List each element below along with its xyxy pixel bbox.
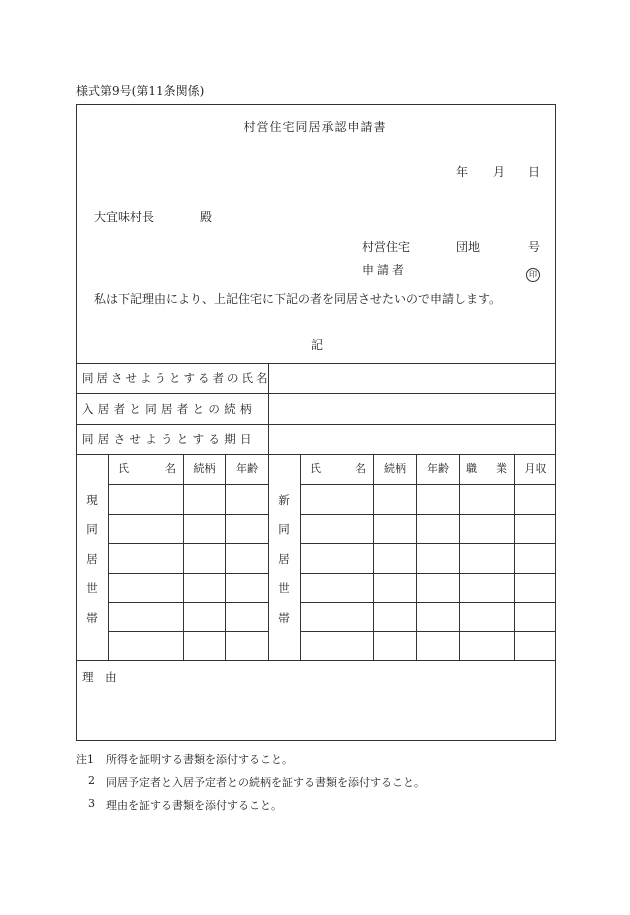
col-header-new-relation: 続柄 [384,462,406,475]
col-header-new-name-1: 氏 [310,462,321,475]
divider [108,602,268,603]
col-header-current-relation: 続柄 [193,462,216,475]
divider [183,454,184,660]
current-household-label-char: 居 [86,552,98,566]
row-label-cohabitant-name: 同居させようとする者の氏名 [82,371,271,385]
row-label-relation: 入居者と同居者との続柄 [82,402,256,416]
divider [300,543,556,544]
current-household-label-char: 帯 [86,611,98,625]
housing-label: 村営住宅 [362,240,411,254]
note-text: 所得を証明する書類を添付すること。 [106,753,293,766]
col-header-new-job-2: 業 [496,462,507,475]
seal-icon: 印 [526,262,540,282]
input-relation[interactable] [269,394,555,424]
note-text: 理由を証する書類を添付すること。 [106,799,282,812]
current-household-label-char: 世 [86,581,98,595]
input-period[interactable] [269,425,555,454]
addressee-honorific: 殿 [200,210,213,224]
col-header-current-age: 年齢 [236,462,258,475]
col-header-new-name-2: 名 [355,462,366,475]
col-header-current-name-1: 氏 [118,462,129,475]
divider [300,484,556,485]
note-number: 3 [88,797,95,810]
divider [416,454,417,660]
date-year-label: 年 [456,165,469,179]
divider [300,514,556,515]
current-household-label-char: 同 [86,522,98,536]
new-household-label-char: 帯 [278,611,290,625]
divider [373,454,374,660]
row-label-period: 同居させようとする期日 [82,432,256,446]
new-household-label-char: 新 [278,493,290,507]
col-header-current-name-2: 名 [165,462,176,475]
date-day-label: 日 [528,165,541,179]
divider [300,602,556,603]
divider [108,514,268,515]
input-cohabitant-name[interactable] [269,364,555,393]
divider [268,454,269,660]
divider [108,631,268,632]
reason-label: 理 由 [82,670,121,684]
col-header-new-age: 年齢 [427,462,449,475]
divider [108,573,268,574]
col-header-new-job-1: 職 [466,462,477,475]
new-household-label-char: 世 [278,581,290,595]
divider [76,454,556,455]
note-number: 2 [88,774,95,787]
date-month-label: 月 [493,165,506,179]
divider [300,631,556,632]
col-header-new-income: 月収 [524,462,547,475]
divider [76,660,556,661]
ki-label: 記 [311,338,324,352]
form-number: 様式第9号(第11条関係) [76,84,205,98]
divider [108,484,268,485]
divider [225,454,226,660]
applicant-label: 申請者 [362,263,408,277]
form-title: 村営住宅同居承認申請書 [243,120,387,134]
new-household-label-char: 同 [278,522,290,536]
divider [108,543,268,544]
number-label: 号 [528,240,541,254]
application-statement: 私は下記理由により、上記住宅に下記の者を同居させたいので申請します。 [94,292,502,306]
block-label: 団地 [456,240,481,254]
divider [300,573,556,574]
new-household-label-char: 居 [278,552,290,566]
reason-input[interactable] [120,662,555,740]
current-household-label-char: 現 [86,493,98,507]
addressee-name: 大宜味村長 [94,210,155,224]
divider [459,454,460,660]
divider [514,454,515,660]
divider [108,454,109,660]
note-number: 注1 [76,753,94,766]
divider [300,454,301,660]
note-text: 同居予定者と入居予定者との続柄を証する書類を添付すること。 [106,776,425,789]
